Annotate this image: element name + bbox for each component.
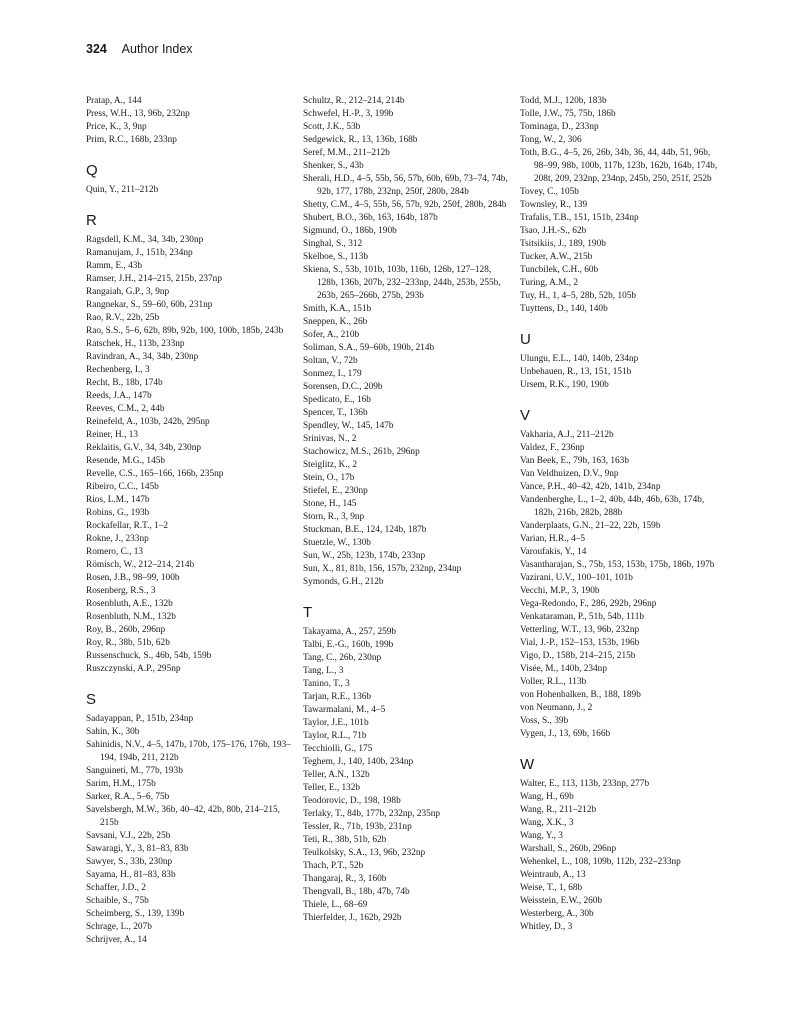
index-column-2 — [303, 95, 508, 925]
index-entry: Weintraub, A., 13 — [520, 870, 586, 880]
index-entry: Vandenberghe, L., 1–2, 40b, 44b, 46b, 63b, 174b, 182b, 216b, 282b, 288b — [520, 495, 705, 518]
index-entry: Robins, G., 193b — [86, 508, 150, 518]
index-entry: Van Beek, E., 79b, 163, 163b — [520, 456, 629, 466]
page-header — [86, 42, 193, 60]
index-column-1 — [86, 95, 291, 947]
index-entry: Reinefeld, A., 103b, 242b, 295np — [86, 417, 210, 427]
index-entry: Steiglitz, K., 2 — [303, 460, 357, 470]
index-entry: Teller, E., 132b — [303, 783, 361, 793]
index-entry: Ribeiro, C.C., 145b — [86, 482, 159, 492]
index-entry: Scheimberg, S., 139, 139b — [86, 909, 185, 919]
section-letter: V — [520, 407, 531, 424]
index-entry: Vecchi, M.P., 3, 190b — [520, 586, 600, 596]
index-entry: Thach, P.T., 52b — [303, 861, 364, 871]
index-entry: Rosen, J.B., 98–99, 100b — [86, 573, 180, 583]
section-letter: S — [86, 691, 97, 708]
index-entry: Turing, A.M., 2 — [520, 278, 579, 288]
index-entry: Rosenbluth, N.M., 132b — [86, 612, 176, 622]
index-entry: Romero, C., 13 — [86, 547, 144, 557]
index-entry: Tsao, J.H.-S., 62b — [520, 226, 587, 236]
index-entry: Westerberg, A., 30b — [520, 909, 594, 919]
index-entry: Ratschek, H., 113b, 233np — [86, 339, 185, 349]
index-entry: Vega-Redondo, F., 286, 292b, 296np — [520, 599, 657, 609]
index-entry: Sonmez, I., 179 — [303, 369, 362, 379]
index-entry: Tecchiolli, G., 175 — [303, 744, 373, 754]
index-entry: Singhal, S., 312 — [303, 239, 363, 249]
index-entry: Pratap, A., 144 — [86, 96, 142, 106]
index-entry: Rosenbluth, A.E., 132b — [86, 599, 173, 609]
index-entry: Vygen, J., 13, 69b, 166b — [520, 729, 611, 739]
index-entry: Skelboe, S., 113b — [303, 252, 368, 262]
index-entry: Thiele, L., 68–69 — [303, 900, 368, 910]
index-entry: Vigo, D., 158b, 214–215, 215b — [520, 651, 636, 661]
index-entry: Quin, Y., 211–212b — [86, 185, 159, 195]
index-entry: Sun, W., 25b, 123b, 174b, 233np — [303, 551, 426, 561]
index-entry: Wang, Y., 3 — [520, 831, 563, 841]
index-entry: Walter, E., 113, 113b, 233np, 277b — [520, 779, 650, 789]
index-entry: Tawarmalani, M., 4–5 — [303, 705, 386, 715]
index-entry: Tang, L., 3 — [303, 666, 344, 676]
index-entry: Weise, T., 1, 68b — [520, 883, 583, 893]
index-entry: Ramser, J.H., 214–215, 215b, 237np — [86, 274, 222, 284]
index-entry: Recht, B., 18b, 174b — [86, 378, 163, 388]
index-entry: Reeds, J.A., 147b — [86, 391, 152, 401]
index-entry: Visée, M., 140b, 234np — [520, 664, 607, 674]
index-entry: Valdez, F., 236np — [520, 443, 585, 453]
index-entry: Weisstein, E.W., 260b — [520, 896, 603, 906]
index-entry: Wang, R., 211–212b — [520, 805, 597, 815]
index-entry: Tarjan, R.E., 136b — [303, 692, 372, 702]
section-letter: T — [303, 604, 313, 621]
index-entry: Schrage, L., 207b — [86, 922, 152, 932]
index-entry: Stuetzle, W., 130b — [303, 538, 371, 548]
index-entry: Resende, M.G., 145b — [86, 456, 166, 466]
index-entry: Vanderplaats, G.N., 21–22, 22b, 159b — [520, 521, 661, 531]
index-entry: Talbi, E.-G., 160b, 199b — [303, 640, 394, 650]
index-entry: Rios, L.M., 147b — [86, 495, 150, 505]
index-entry: Tanino, T., 3 — [303, 679, 350, 689]
index-entry: Stein, O., 17b — [303, 473, 355, 483]
index-entry: Sayama, H., 81–83, 83b — [86, 870, 176, 880]
index-entry: Rosenberg, R.S., 3 — [86, 586, 156, 596]
index-entry: Shetty, C.M., 4–5, 55b, 56, 57b, 92b, 250f, 280b, 284b — [303, 200, 507, 210]
index-entry: Takayama, A., 257, 259b — [303, 627, 397, 637]
index-entry: Price, K., 3, 9np — [86, 122, 147, 132]
index-entry: Schaible, S., 75b — [86, 896, 149, 906]
index-entry: Ragsdell, K.M., 34, 34b, 230np — [86, 235, 204, 245]
index-entry: Savelsbergh, M.W., 36b, 40–42, 42b, 80b, 214–215, 215b — [86, 805, 280, 828]
index-entry: Roy, R., 38b, 51b, 62b — [86, 638, 170, 648]
index-entry: Taylor, R.L., 71b — [303, 731, 367, 741]
index-entry: Venkataraman, P., 51b, 54b, 111b — [520, 612, 645, 622]
index-entry: Ruszczynski, A.P., 295np — [86, 664, 181, 674]
index-entry: Tang, C., 26b, 230np — [303, 653, 382, 663]
index-entry: Rangaiah, G.P., 3, 9np — [86, 287, 170, 297]
index-entry: Sherali, H.D., 4–5, 55b, 56, 57b, 60b, 69b, 73–74, 74b, 92b, 177, 178b, 232np, 250f, 280b, 284b — [303, 174, 508, 197]
section-letter: Q — [86, 162, 98, 179]
index-entry: Vakharia, A.J., 211–212b — [520, 430, 614, 440]
index-entry: Tessler, R., 71b, 193b, 231np — [303, 822, 412, 832]
index-entry: Ramanujam, J., 151b, 234np — [86, 248, 193, 258]
index-entry: Sanguineti, M., 77b, 193b — [86, 766, 183, 776]
index-entry: Rao, S.S., 5–6, 62b, 89b, 92b, 100, 100b, 185b, 243b — [86, 326, 284, 336]
index-entry: Tominaga, D., 233np — [520, 122, 599, 132]
index-entry: Soliman, S.A., 59–60b, 190b, 214b — [303, 343, 435, 353]
index-entry: Sadayappan, P., 151b, 234np — [86, 714, 194, 724]
index-entry: Sigmund, O., 186b, 190b — [303, 226, 397, 236]
index-entry: Schwefel, H.-P., 3, 199b — [303, 109, 394, 119]
index-entry: Toth, B.G., 4–5, 26, 26b, 34b, 36, 44, 44b, 51, 96b, 98–99, 98b, 100b, 117b, 123b, 162b, 164b, 174b, 208t, 209, 232np, 234np, 245b, 250, 251f, 252b — [520, 148, 718, 184]
index-entry: Tovey, C., 105b — [520, 187, 579, 197]
index-entry: Tong, W., 2, 306 — [520, 135, 582, 145]
index-entry: Russenschuck, S., 46b, 54b, 159b — [86, 651, 212, 661]
index-entry: Reiner, H., 13 — [86, 430, 139, 440]
index-entry: Townsley, R., 139 — [520, 200, 588, 210]
index-entry: Savsani, V.J., 22b, 25b — [86, 831, 171, 841]
index-entry: Shubert, B.O., 36b, 163, 164b, 187b — [303, 213, 438, 223]
index-entry: Schrijver, A., 14 — [86, 935, 147, 945]
index-entry: Prim, R.C., 168b, 233np — [86, 135, 177, 145]
index-entry: Whitley, D., 3 — [520, 922, 573, 932]
index-entry: Schultz, R., 212–214, 214b — [303, 96, 405, 106]
index-entry: Rockafellar, R.T., 1–2 — [86, 521, 169, 531]
index-entry: Sahin, K., 30b — [86, 727, 140, 737]
index-entry: Stachowicz, M.S., 261b, 296np — [303, 447, 420, 457]
index-entry: Sun, X., 81, 81b, 156, 157b, 232np, 234np — [303, 564, 462, 574]
index-entry: Voss, S., 39b — [520, 716, 569, 726]
index-entry: Reeves, C.M., 2, 44b — [86, 404, 165, 414]
index-entry: Symonds, G.H., 212b — [303, 577, 384, 587]
index-entry: Wehenkel, L., 108, 109b, 112b, 232–233np — [520, 857, 681, 867]
index-entry: Tuyttens, D., 140, 140b — [520, 304, 608, 314]
index-entry: Sarim, H.M., 175b — [86, 779, 156, 789]
index-entry: Tolle, J.W., 75, 75b, 186b — [520, 109, 616, 119]
index-entry: von Hohenbalken, B., 188, 189b — [520, 690, 641, 700]
index-entry: Sarker, R.A., 5–6, 75b — [86, 792, 170, 802]
index-entry: Storn, R., 3, 9np — [303, 512, 365, 522]
index-entry: Wang, H., 69b — [520, 792, 574, 802]
index-entry: Scott, J.K., 53b — [303, 122, 361, 132]
index-entry: Spencer, T., 136b — [303, 408, 368, 418]
index-entry: Schaffer, J.D., 2 — [86, 883, 146, 893]
index-entry: Sedgewick, R., 13, 136b, 168b — [303, 135, 418, 145]
index-entry: Thangaraj, R., 3, 160b — [303, 874, 387, 884]
index-entry: Vance, P.H., 40–42, 42b, 141b, 234np — [520, 482, 661, 492]
index-entry: Seref, M.M., 211–212b — [303, 148, 390, 158]
index-entry: Sorensen, D.C., 209b — [303, 382, 383, 392]
index-entry: Ulungu, E.L., 140, 140b, 234np — [520, 354, 639, 364]
index-entry: Sahinidis, N.V., 4–5, 147b, 170b, 175–176, 176b, 193–194, 194b, 211, 212b — [86, 740, 291, 763]
index-entry: Voller, R.L., 113b — [520, 677, 587, 687]
index-entry: Reklaitis, G.V., 34, 34b, 230np — [86, 443, 202, 453]
index-entry: Sawaragi, Y., 3, 81–83, 83b — [86, 844, 189, 854]
index-entry: Terlaky, T., 84b, 177b, 232np, 235np — [303, 809, 441, 819]
index-entry: Stone, H., 145 — [303, 499, 357, 509]
index-entry: Tuncbilek, C.H., 60b — [520, 265, 599, 275]
index-entry: Tuy, H., 1, 4–5, 28b, 52b, 105b — [520, 291, 637, 301]
index-entry: Rechenberg, I., 3 — [86, 365, 150, 375]
index-entry: Tsitsikiis, J., 189, 190b — [520, 239, 606, 249]
index-entry: Rao, R.V., 22b, 25b — [86, 313, 160, 323]
index-entry: Vial, J.-P., 152–153, 153b, 196b — [520, 638, 640, 648]
index-entry: Teghem, J., 140, 140b, 234np — [303, 757, 414, 767]
index-entry: Ramm, E., 43b — [86, 261, 143, 271]
index-entry: Stiefel, E., 230np — [303, 486, 368, 496]
section-letter: W — [520, 756, 535, 773]
index-entry: Vetterling, W.T., 13, 96b, 232np — [520, 625, 640, 635]
index-entry: Todd, M.J., 120b, 183b — [520, 96, 607, 106]
index-entry: Soltan, V., 72b — [303, 356, 358, 366]
page-number: 324 — [86, 42, 107, 56]
index-entry: Smith, K.A., 151b — [303, 304, 372, 314]
index-entry: Skiena, S., 53b, 101b, 103b, 116b, 126b, 127–128, 128b, 136b, 207b, 232–233np, 244b, 253b, 255b, 263b, 265–266b, 275b, 293b — [303, 265, 501, 301]
index-entry: Roy, B., 260b, 296np — [86, 625, 166, 635]
index-entry: Ursem, R.K., 190, 190b — [520, 380, 609, 390]
index-entry: Römisch, W., 212–214, 214b — [86, 560, 195, 570]
index-entry: Varoufakis, Y., 14 — [520, 547, 587, 557]
section-letter: R — [86, 212, 97, 229]
index-entry: Spedicato, E., 16b — [303, 395, 371, 405]
index-entry: Thierfelder, J., 162b, 292b — [303, 913, 402, 923]
index-entry: Revelle, C.S., 165–166, 166b, 235np — [86, 469, 224, 479]
index-entry: Thengvall, B., 18b, 47b, 74b — [303, 887, 410, 897]
index-entry: Vasantharajan, S., 75b, 153, 153b, 175b, 186b, 197b — [520, 560, 715, 570]
index-entry: Sawyer, S., 33b, 230np — [86, 857, 173, 867]
index-entry: Rangnekar, S., 59–60, 60b, 231np — [86, 300, 213, 310]
index-entry: Ravindran, A., 34, 34b, 230np — [86, 352, 199, 362]
index-entry: von Neumann, J., 2 — [520, 703, 593, 713]
index-entry: Rokne, J., 233np — [86, 534, 149, 544]
index-entry: Taylor, J.E., 101b — [303, 718, 369, 728]
index-entry: Srinivas, N., 2 — [303, 434, 357, 444]
section-letter: U — [520, 331, 531, 348]
index-entry: Van Veldhuizen, D.V., 9np — [520, 469, 619, 479]
index-entry: Teodorovic, D., 198, 198b — [303, 796, 401, 806]
index-entry: Trafalis, T.B., 151, 151b, 234np — [520, 213, 639, 223]
index-entry: Teti, R., 38b, 51b, 62b — [303, 835, 387, 845]
index-entry: Press, W.H., 13, 96b, 232np — [86, 109, 190, 119]
index-entry: Spendley, W., 145, 147b — [303, 421, 394, 431]
index-entry: Teller, A.N., 132b — [303, 770, 370, 780]
index-entry: Vazirani, U.V., 100–101, 101b — [520, 573, 633, 583]
page-title: Author Index — [121, 42, 193, 56]
index-entry: Varian, H.R., 4–5 — [520, 534, 586, 544]
index-column-3 — [520, 95, 725, 934]
index-entry: Teulkolsky, S.A., 13, 96b, 232np — [303, 848, 426, 858]
index-entry: Warshall, S., 260b, 296np — [520, 844, 617, 854]
index-entry: Sneppen, K., 26b — [303, 317, 368, 327]
index-entry: Sofer, A., 210b — [303, 330, 360, 340]
index-entry: Unbehauen, R., 13, 151, 151b — [520, 367, 632, 377]
index-entry: Wang, X.K., 3 — [520, 818, 574, 828]
index-entry: Tucker, A.W., 215b — [520, 252, 593, 262]
index-entry: Stuckman, B.E., 124, 124b, 187b — [303, 525, 427, 535]
index-entry: Shenker, S., 43b — [303, 161, 364, 171]
